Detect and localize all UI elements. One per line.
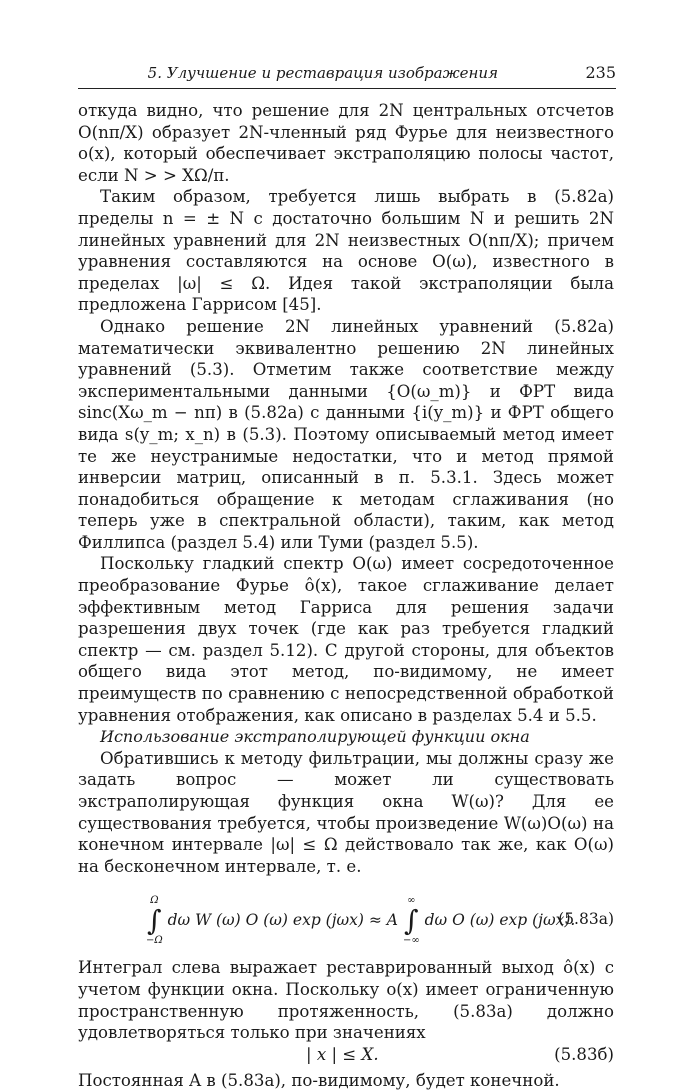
- equation-label: (5.83а): [558, 910, 614, 929]
- section-heading: Использование экстраполирующей функции окна: [100, 727, 530, 747]
- paragraph-1: откуда видно, что решение для 2N центральных отсчетов O(nπ/X) образует 2N-членный ряд Фурье для неизвестного o(x), который обеспечивает экстраполяцию полосы частот, если N > > XΩ/π.: [78, 101, 614, 185]
- paragraph-4: Поскольку гладкий спектр O(ω) имеет сосредоточенное преобразование Фурье ô(x), такое сглаживание делает эффективным метод Гарриса для решения задачи разрешения двух точек (где как раз требуется гладкий спектр — см. раздел 5.12). С другой стороны, для объектов общего вида этот метод, по-видимому, не имеет преимуществ по сравнению с непосредственной обработкой уравнения отображения, как описано в разделах 5.4 и 5.5.: [78, 554, 614, 725]
- equation-583a: [78, 887, 614, 949]
- equation-583b: [78, 1044, 614, 1070]
- closing-paragraph: Постоянная A в (5.83а), по-видимому, будет конечной.: [78, 1070, 560, 1090]
- integral-sign: ∫: [404, 904, 419, 938]
- integral-sign: ∫: [147, 904, 162, 938]
- equation-583b-expression: | x | ≤ X.: [306, 1044, 379, 1064]
- rhs-lower-limit: −∞: [402, 935, 420, 947]
- rhs-expression: dω O (ω) exp (jωx).: [424, 911, 576, 930]
- lhs-integral: [146, 895, 163, 947]
- paragraph-3: Однако решение 2N линейных уравнений (5.82а) математически эквивалентно решению 2N линейных уравнений (5.3). Отметим также соответствие между экспериментальными данными {O(ω_m)} и ФРТ вида sinc(Xω_m − nπ) в (5.82а) с данными {i(y_m)} и ФРТ общего вида s(y_m; x_n) в (5.3). Поэтому описываемый метод имеет те же неустранимые недостатки, что и метод прямой инверсии матриц, описанный в п. 5.3.1. Здесь может понадобиться обращение к методам сглаживания (но теперь уже в спектральной области), таким, как метод Филлипса (раздел 5.4) или Туми (раздел 5.5).: [78, 316, 614, 552]
- page-number: 235: [585, 63, 616, 82]
- lhs-upper-limit: Ω: [150, 895, 159, 907]
- rhs-upper-limit: ∞: [407, 895, 416, 907]
- body-text: [78, 100, 614, 1091]
- paragraph-5: Обратившись к методу фильтрации, мы должны сразу же задать вопрос — может ли существовать экстраполирующая функция окна W(ω)? Для ее существования требуется, чтобы произведение W(ω)O(ω) на конечном интервале |ω| ≤ Ω действовало так же, как O(ω) на бесконечном интервале, т. е.: [78, 748, 614, 876]
- paragraph-2: Таким образом, требуется лишь выбрать в (5.82а) пределы n = ± N с достаточно большим N и решить 2N линейных уравнений для 2N неизвестных O(nπ/X); причем уравнения составляются на основе O(ω), известного в пределах |ω| ≤ Ω. Идея такой экстраполяции была предложена Гаррисом [45].: [78, 187, 614, 315]
- rhs-integral: [403, 895, 420, 947]
- equation-583a-body: [146, 895, 575, 947]
- lhs-expression: dω W (ω) O (ω) exp (jωx) ≈ A: [167, 911, 398, 930]
- equation-label: (5.83б): [554, 1044, 614, 1064]
- running-header: [78, 60, 616, 89]
- paragraph-6: Интеграл слева выражает реставрированный выход ô(x) с учетом функции окна. Поскольку o(x) имеет ограниченную пространственную протяженность, (5.83а) должно удовлетворяться только при значениях: [78, 958, 614, 1043]
- lhs-lower-limit: −Ω: [146, 935, 163, 947]
- running-title: 5. Улучшение и реставрация изображения: [147, 64, 498, 82]
